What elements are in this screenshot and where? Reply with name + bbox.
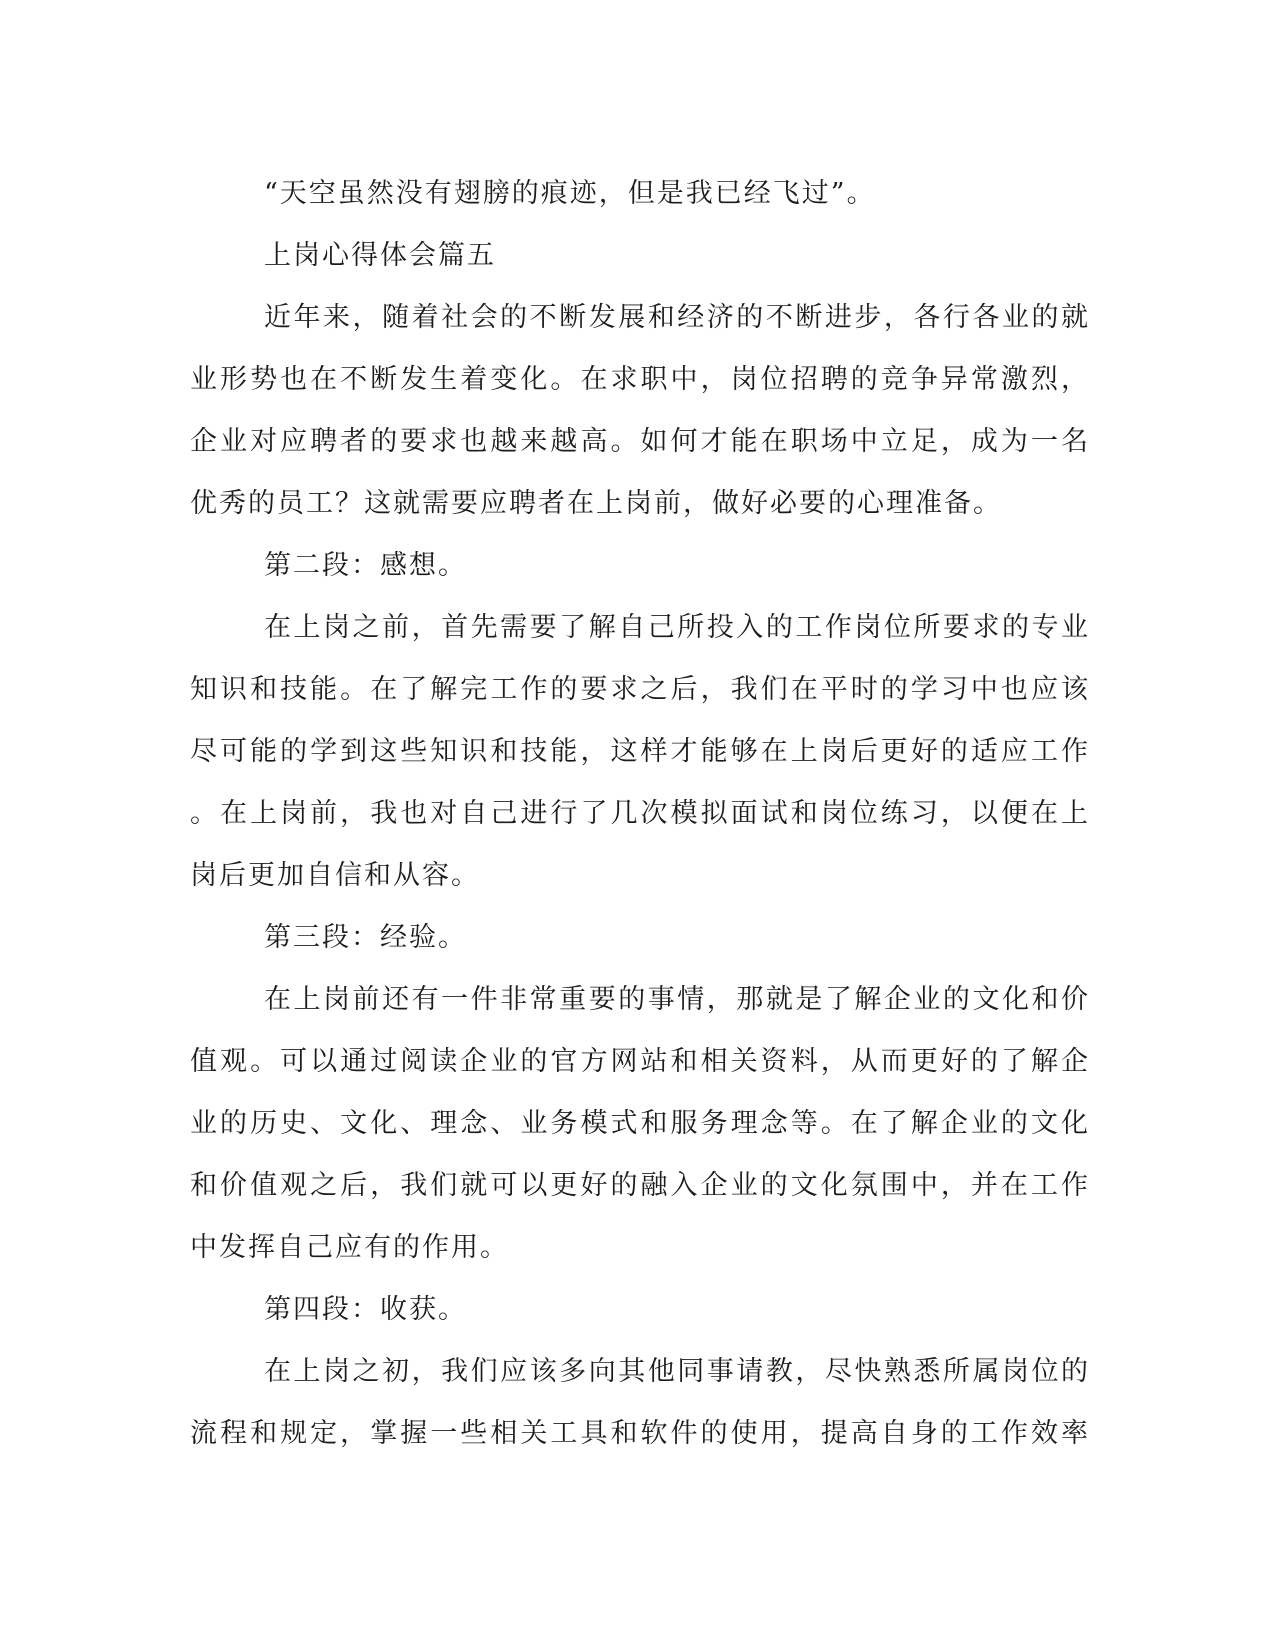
text-line: 优秀的员工？这就需要应聘者在上岗前，做好必要的心理准备。 — [190, 488, 1002, 519]
text-line: 上岗心得体会篇五 — [264, 240, 496, 271]
text-line: 。在上岗前，我也对自己进行了几次模拟面试和岗位练习，以便在上 — [190, 798, 1090, 829]
document-body — [190, 163, 1090, 1465]
text-line: 第四段：收获。 — [264, 1294, 467, 1325]
text-line: 和价值观之后，我们就可以更好的融入企业的文化氛围中，并在工作 — [190, 1170, 1090, 1201]
text-line: 在上岗前还有一件非常重要的事情，那就是了解企业的文化和价 — [264, 984, 1090, 1015]
text-line: 第二段：感想。 — [264, 550, 467, 581]
text-line: 在上岗之初，我们应该多向其他同事请教，尽快熟悉所属岗位的 — [264, 1356, 1090, 1387]
text-line: 尽可能的学到这些知识和技能，这样才能够在上岗后更好的适应工作 — [190, 736, 1090, 767]
text-line: 流程和规定，掌握一些相关工具和软件的使用，提高自身的工作效率 — [190, 1418, 1090, 1449]
text-line: 业形势也在不断发生着变化。在求职中，岗位招聘的竞争异常激烈， — [190, 364, 1090, 395]
text-line: 值观。可以通过阅读企业的官方网站和相关资料，从而更好的了解企 — [190, 1046, 1090, 1077]
text-line: 知识和技能。在了解完工作的要求之后，我们在平时的学习中也应该 — [190, 674, 1090, 705]
text-line: 第三段：经验。 — [264, 922, 467, 953]
text-line: 企业对应聘者的要求也越来越高。如何才能在职场中立足，成为一名 — [190, 426, 1090, 457]
text-line: 近年来，随着社会的不断发展和经济的不断进步，各行各业的就 — [264, 302, 1090, 333]
text-line: 在上岗之前，首先需要了解自己所投入的工作岗位所要求的专业 — [264, 612, 1090, 643]
text-line: “天空虽然没有翅膀的痕迹，但是我已经飞过”。 — [264, 178, 876, 209]
text-line: 岗后更加自信和从容。 — [190, 860, 480, 891]
text-line: 业的历史、文化、理念、业务模式和服务理念等。在了解企业的文化 — [190, 1108, 1090, 1139]
text-line: 中发挥自己应有的作用。 — [190, 1232, 509, 1263]
